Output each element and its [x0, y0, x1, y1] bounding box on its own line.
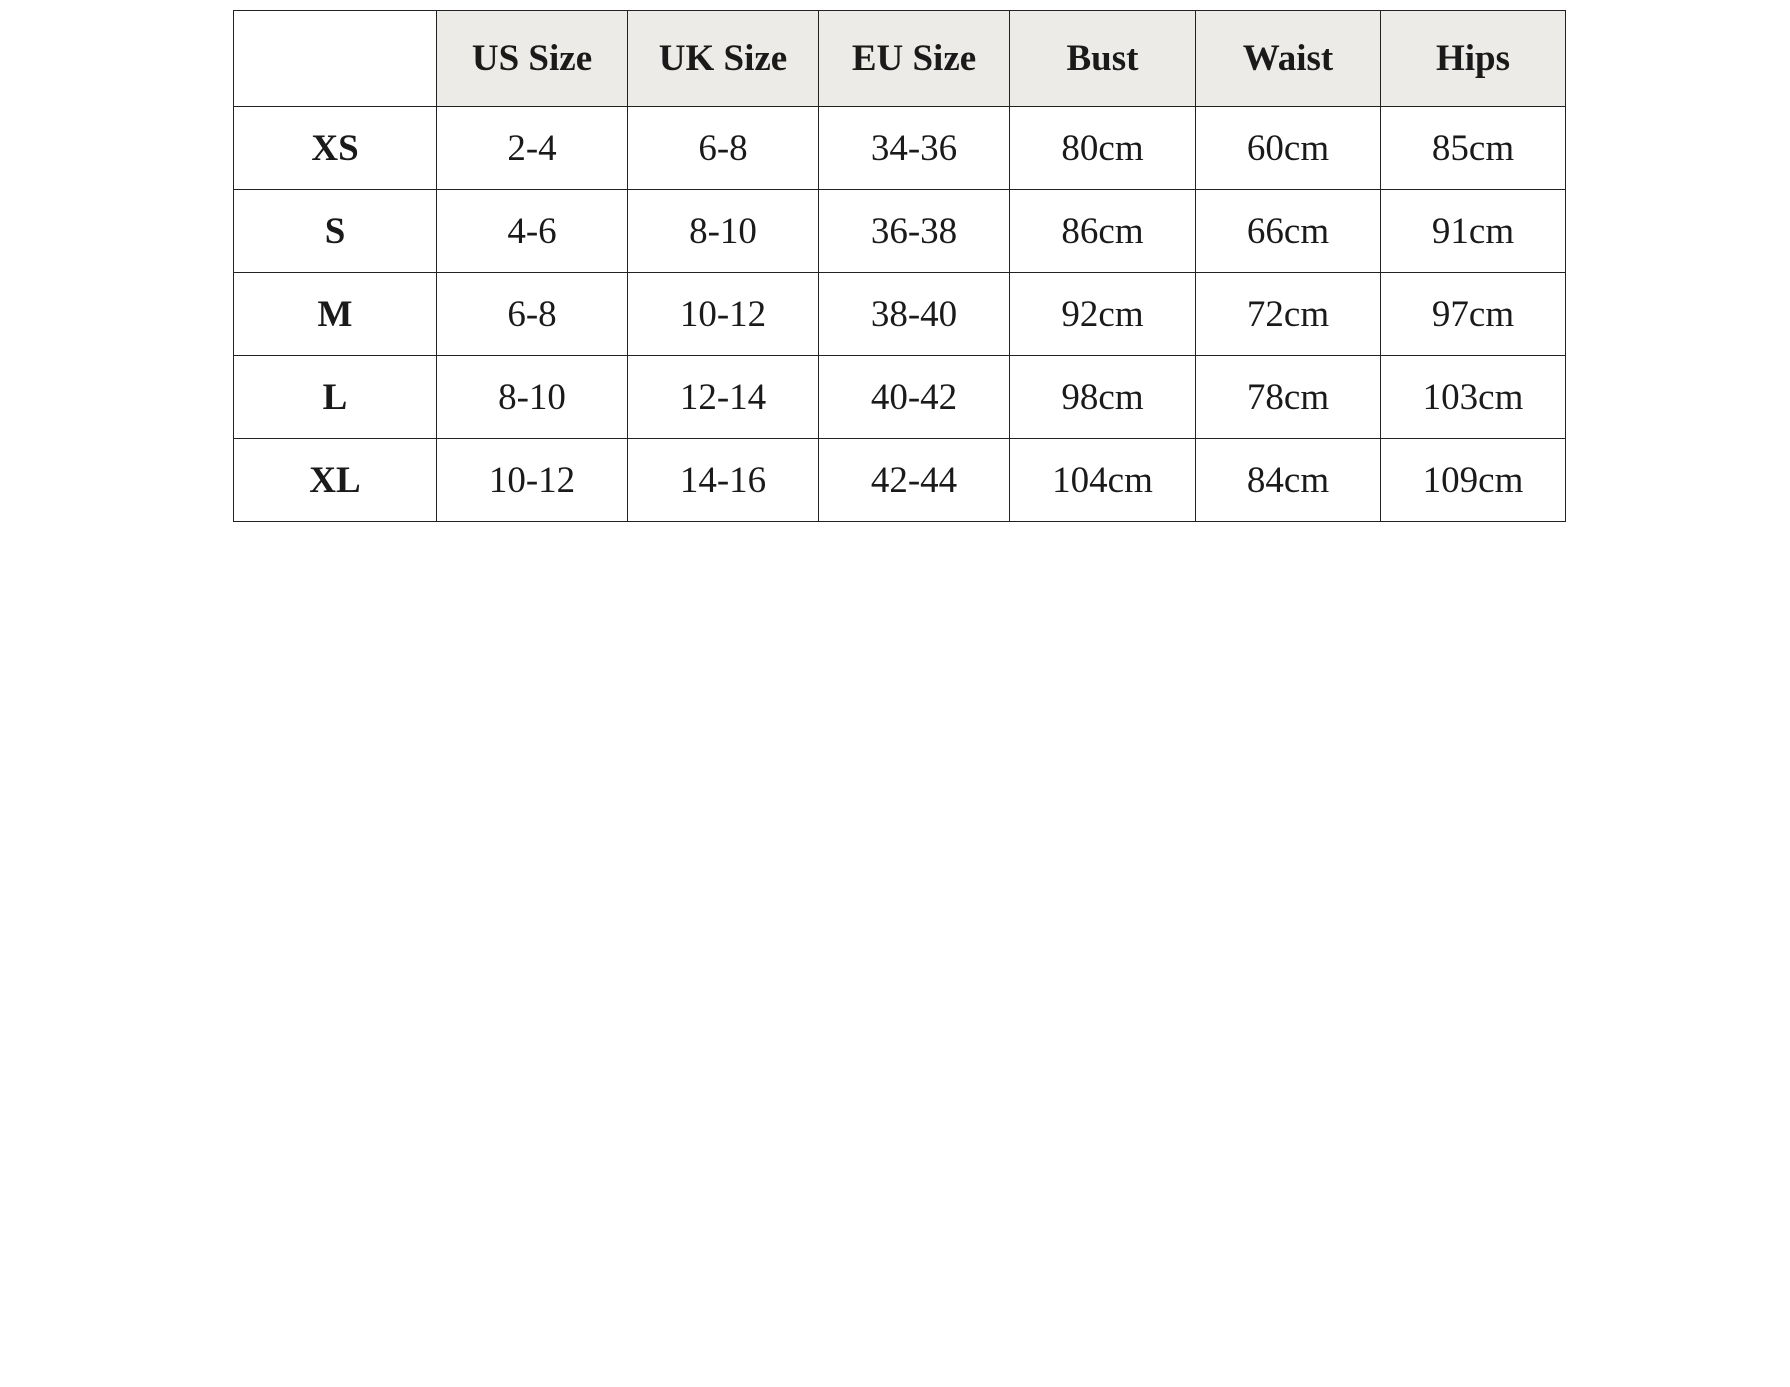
hips-cell: 103cm — [1381, 356, 1566, 439]
us-size-cell: 8-10 — [437, 356, 628, 439]
table-row — [234, 190, 1566, 273]
size-label-cell: L — [234, 356, 437, 439]
waist-cell: 84cm — [1196, 439, 1381, 522]
table-row — [234, 273, 1566, 356]
size-chart-table — [233, 10, 1566, 522]
size-label-cell: XL — [234, 439, 437, 522]
column-header-waist: Waist — [1196, 11, 1381, 107]
column-header-eu-size: EU Size — [819, 11, 1010, 107]
bust-cell: 92cm — [1010, 273, 1196, 356]
bust-cell: 80cm — [1010, 107, 1196, 190]
table-row — [234, 356, 1566, 439]
hips-cell: 85cm — [1381, 107, 1566, 190]
uk-size-cell: 14-16 — [628, 439, 819, 522]
eu-size-cell: 36-38 — [819, 190, 1010, 273]
column-header-us-size: US Size — [437, 11, 628, 107]
table-row — [234, 107, 1566, 190]
header-row — [234, 11, 1566, 107]
us-size-cell: 6-8 — [437, 273, 628, 356]
bust-cell: 104cm — [1010, 439, 1196, 522]
size-label-cell: S — [234, 190, 437, 273]
corner-header-cell — [234, 11, 437, 107]
us-size-cell: 4-6 — [437, 190, 628, 273]
eu-size-cell: 40-42 — [819, 356, 1010, 439]
bust-cell: 86cm — [1010, 190, 1196, 273]
eu-size-cell: 38-40 — [819, 273, 1010, 356]
uk-size-cell: 10-12 — [628, 273, 819, 356]
waist-cell: 66cm — [1196, 190, 1381, 273]
uk-size-cell: 12-14 — [628, 356, 819, 439]
size-chart-container — [233, 10, 1566, 522]
size-label-cell: XS — [234, 107, 437, 190]
eu-size-cell: 34-36 — [819, 107, 1010, 190]
waist-cell: 72cm — [1196, 273, 1381, 356]
us-size-cell: 2-4 — [437, 107, 628, 190]
bust-cell: 98cm — [1010, 356, 1196, 439]
uk-size-cell: 8-10 — [628, 190, 819, 273]
size-label-cell: M — [234, 273, 437, 356]
hips-cell: 97cm — [1381, 273, 1566, 356]
us-size-cell: 10-12 — [437, 439, 628, 522]
table-row — [234, 439, 1566, 522]
hips-cell: 91cm — [1381, 190, 1566, 273]
eu-size-cell: 42-44 — [819, 439, 1010, 522]
column-header-uk-size: UK Size — [628, 11, 819, 107]
waist-cell: 60cm — [1196, 107, 1381, 190]
uk-size-cell: 6-8 — [628, 107, 819, 190]
column-header-bust: Bust — [1010, 11, 1196, 107]
column-header-hips: Hips — [1381, 11, 1566, 107]
hips-cell: 109cm — [1381, 439, 1566, 522]
waist-cell: 78cm — [1196, 356, 1381, 439]
